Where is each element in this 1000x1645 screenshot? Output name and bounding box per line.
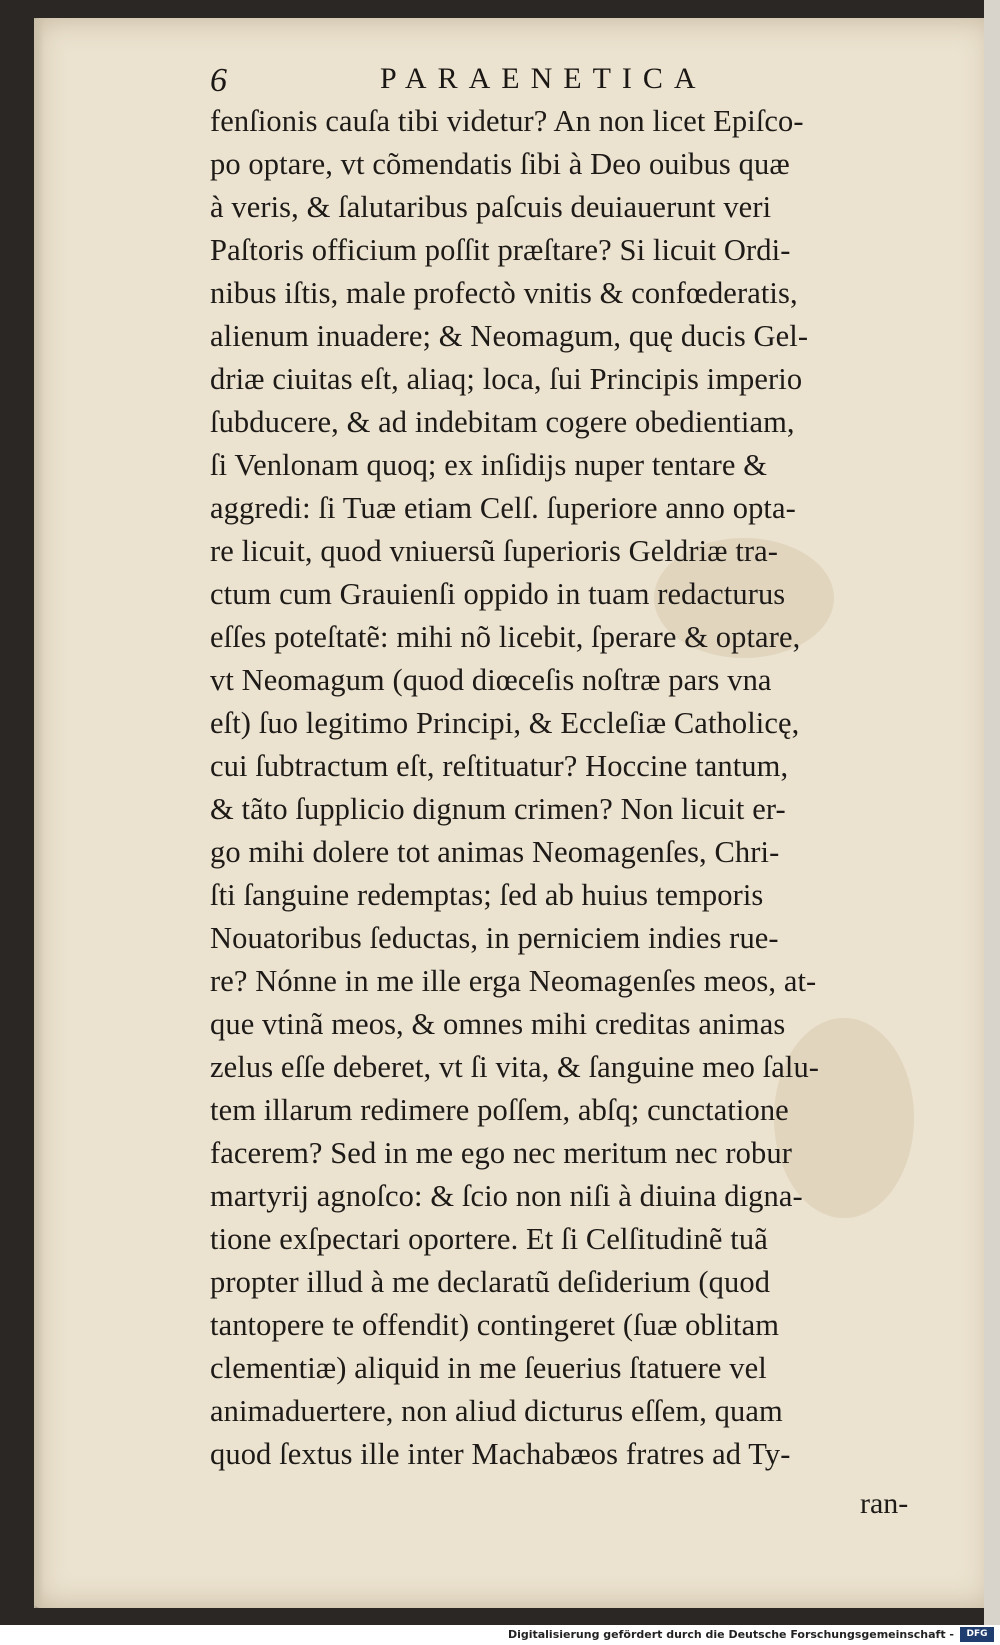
text-line: alienum inuadere; & Neomagum, quę ducis Gel- [210, 319, 809, 353]
text-line: cui ſubtractum eſt, reſtituatur? Hoccine tantum, [210, 749, 789, 783]
text-line: tem illarum redimere poſſem, abſq; cunctatione [210, 1093, 789, 1127]
dfg-logo: DFG [960, 1627, 994, 1642]
text-line: fenſionis cauſa tibi videtur? An non licet Epiſco- [210, 104, 804, 138]
page-gutter-shadow [34, 18, 44, 1608]
text-line: re licuit, quod vniuersũ ſuperioris Geldriæ tra- [210, 534, 779, 568]
funding-credit: Digitalisierung gefördert durch die Deutsche Forschungsgemeinschaft - [507, 1628, 954, 1641]
text-line: ſubducere, & ad indebitam cogere obedientiam, [210, 405, 795, 439]
running-head [210, 62, 970, 102]
text-line: quod ſextus ille inter Machabæos fratres ad Ty- [210, 1437, 791, 1471]
text-line: aggredi: ſi Tuæ etiam Celſ. ſuperiore anno opta- [210, 491, 796, 525]
text-line: po optare, vt cõmendatis ſibi à Deo ouibus quæ [210, 147, 790, 181]
text-line: driæ ciuitas eſt, aliaq; loca, ſui Principis imperio [210, 362, 803, 396]
running-title: PARAENETICA [380, 62, 707, 95]
text-line: clementiæ) aliquid in me ſeuerius ſtatuere vel [210, 1351, 767, 1385]
text-line: nibus iſtis, male profectò vnitis & confœderatis, [210, 276, 798, 310]
text-line: Paſtoris officium poſſit præſtare? Si licuit Ordi- [210, 233, 791, 267]
text-line: vt Neomagum (quod diœceſis noſtræ pars vna [210, 663, 772, 697]
text-line: ſi Venlonam quoq; ex inſidijs nuper tentare & [210, 448, 768, 482]
text-line: go mihi dolere tot animas Neomagenſes, Chri- [210, 835, 780, 869]
text-line: facerem? Sed in me ego nec meritum nec robur [210, 1136, 792, 1170]
text-line: ctum cum Grauienſi oppido in tuam redacturus [210, 577, 786, 611]
footer-bar [0, 1625, 1000, 1645]
body-text [210, 100, 980, 1476]
text-line: ſti ſanguine redemptas; ſed ab huius temporis [210, 878, 764, 912]
text-line: Nouatoribus ſeductas, in perniciem indies rue- [210, 921, 779, 955]
text-line: à veris, & ſalutaribus paſcuis deuiauerunt veri [210, 190, 772, 224]
catchword: ran- [860, 1487, 909, 1520]
text-line: tione exſpectari oportere. Et ſi Celſitudinẽ tuã [210, 1222, 768, 1256]
text-line: que vtinã meos, & omnes mihi creditas animas [210, 1007, 786, 1041]
text-line: tantopere te offendit) contingeret (ſuæ oblitam [210, 1308, 780, 1342]
text-line: martyrij agnoſco: & ſcio non niſi à diuina digna- [210, 1179, 803, 1213]
text-line: animaduertere, non aliud dicturus eſſem, quam [210, 1394, 783, 1428]
text-line: eſſes poteſtatẽ: mihi nõ licebit, ſperare & optare, [210, 620, 801, 654]
page-number: 6 [210, 62, 227, 99]
text-line: re? Nónne in me ille erga Neomagenſes meos, at- [210, 964, 817, 998]
text-line: zelus eſſe deberet, vt ſi vita, & ſanguine meo ſalu- [210, 1050, 820, 1084]
text-line: propter illud à me declaratũ deſiderium (quod [210, 1265, 771, 1299]
text-line: & tãto ſupplicio dignum crimen? Non licuit er- [210, 792, 786, 826]
text-line: eſt) ſuo legitimo Principi, & Eccleſiæ Catholicę, [210, 706, 800, 740]
scan-right-margin [984, 0, 1000, 1645]
